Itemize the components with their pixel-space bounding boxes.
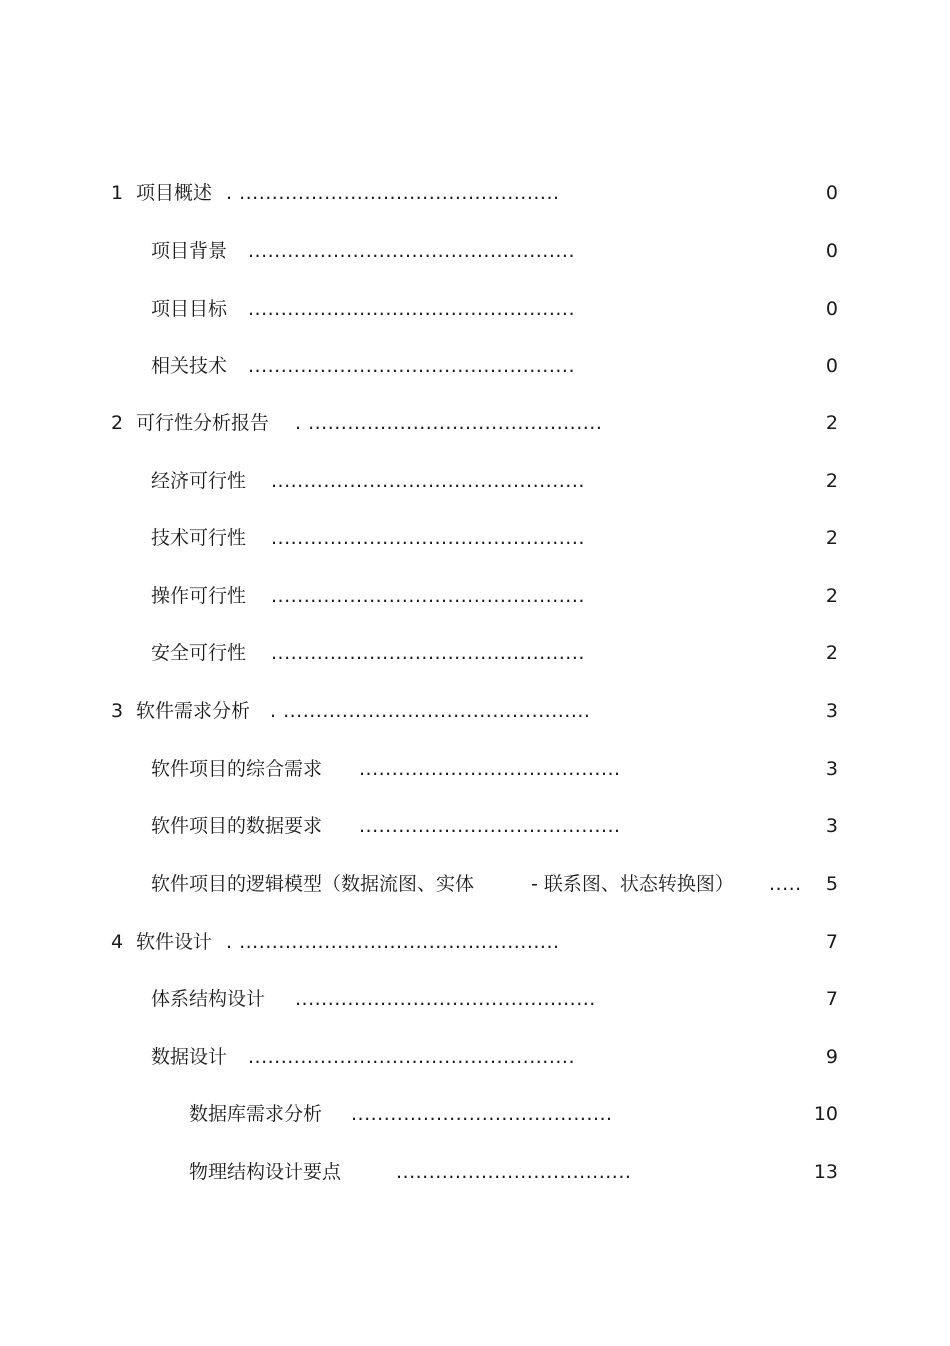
toc-leader-dots: . ................................................. bbox=[226, 182, 560, 204]
toc-entry-title: 相关技术 bbox=[151, 355, 228, 377]
toc-leader-dots: .................................................. bbox=[248, 240, 575, 262]
toc-entry-title: 软件项目的逻辑模型（数据流图、实体 bbox=[151, 873, 475, 895]
toc-leader-dots: .................................................. bbox=[248, 298, 575, 320]
toc-leader-dots: .................................................. bbox=[248, 355, 575, 377]
toc-entry-title: 物理结构设计要点 bbox=[189, 1161, 342, 1183]
toc-leader-dots: ................................................ bbox=[271, 585, 585, 607]
toc-entry-title: 软件项目的数据要求 bbox=[151, 815, 323, 837]
toc-leader-dots: ........................................ bbox=[359, 758, 621, 780]
toc-entry[interactable] bbox=[0, 581, 950, 611]
toc-entry-title: 经济可行性 bbox=[151, 470, 247, 492]
toc-entry-title: 体系结构设计 bbox=[151, 988, 266, 1010]
toc-page-number: 2 bbox=[825, 412, 838, 434]
toc-page-number: 3 bbox=[825, 700, 838, 722]
toc-chapter-number: 3 bbox=[111, 700, 124, 722]
toc-leader-dots: ........................................ bbox=[359, 815, 621, 837]
toc-entry[interactable] bbox=[0, 927, 950, 957]
toc-entry[interactable] bbox=[0, 408, 950, 438]
toc-leader-dots: ................................................ bbox=[271, 642, 585, 664]
toc-entry[interactable] bbox=[0, 696, 950, 726]
toc-entry-title: 项目概述 bbox=[136, 182, 213, 204]
toc-page-number: 0 bbox=[825, 182, 838, 204]
toc-entry[interactable] bbox=[0, 1099, 950, 1129]
toc-entry[interactable] bbox=[0, 523, 950, 553]
toc-entry[interactable] bbox=[0, 869, 950, 899]
toc-page-number: 10 bbox=[813, 1103, 838, 1125]
toc-entry-title: 软件需求分析 bbox=[136, 700, 251, 722]
toc-entry-title: 技术可行性 bbox=[151, 527, 247, 549]
toc-page-number: 2 bbox=[825, 642, 838, 664]
toc-entry[interactable] bbox=[0, 466, 950, 496]
toc-entry-title: 可行性分析报告 bbox=[136, 412, 270, 434]
toc-entry-title: 数据设计 bbox=[151, 1046, 228, 1068]
toc-entry[interactable] bbox=[0, 811, 950, 841]
toc-leader-dots: ..... bbox=[769, 873, 802, 895]
toc-leader-dots: .................................... bbox=[396, 1161, 632, 1183]
toc-page-number: 0 bbox=[825, 355, 838, 377]
toc-page-number: 2 bbox=[825, 470, 838, 492]
toc-chapter-number: 2 bbox=[111, 412, 124, 434]
toc-page-number: 7 bbox=[825, 931, 838, 953]
toc-leader-dots: . ................................................. bbox=[226, 931, 560, 953]
toc-leader-dots: ................................................ bbox=[271, 527, 585, 549]
toc-entry[interactable] bbox=[0, 638, 950, 668]
toc-leader-dots: ................................................ bbox=[271, 470, 585, 492]
toc-entry[interactable] bbox=[0, 351, 950, 381]
toc-entry-title: 软件设计 bbox=[136, 931, 213, 953]
toc-entry[interactable] bbox=[0, 178, 950, 208]
toc-page-number: 0 bbox=[825, 298, 838, 320]
toc-entry-title: 项目背景 bbox=[151, 240, 228, 262]
toc-entry[interactable] bbox=[0, 294, 950, 324]
toc-chapter-number: 4 bbox=[111, 931, 124, 953]
toc-page-number: 0 bbox=[825, 240, 838, 262]
toc-page-number: 9 bbox=[825, 1046, 838, 1068]
toc-entry-title: 项目目标 bbox=[151, 298, 228, 320]
toc-entry-title-continuation: - 联系图、状态转换图） bbox=[531, 873, 734, 895]
toc-leader-dots: . ............................................. bbox=[295, 412, 603, 434]
toc-entry[interactable] bbox=[0, 754, 950, 784]
toc-entry-title: 软件项目的综合需求 bbox=[151, 758, 323, 780]
toc-leader-dots: .................................................. bbox=[248, 1046, 575, 1068]
toc-page-number: 3 bbox=[825, 758, 838, 780]
toc-entry[interactable] bbox=[0, 236, 950, 266]
toc-page-number: 2 bbox=[825, 527, 838, 549]
toc-entry-title: 安全可行性 bbox=[151, 642, 247, 664]
toc-entry[interactable] bbox=[0, 1157, 950, 1187]
toc-leader-dots: ........................................ bbox=[351, 1103, 613, 1125]
toc-page-number: 5 bbox=[825, 873, 838, 895]
toc-page-number: 7 bbox=[825, 988, 838, 1010]
toc-chapter-number: 1 bbox=[111, 182, 124, 204]
toc-entry-title: 数据库需求分析 bbox=[189, 1103, 323, 1125]
toc-leader-dots: .............................................. bbox=[295, 988, 596, 1010]
toc-entry-title: 操作可行性 bbox=[151, 585, 247, 607]
toc-page-number: 13 bbox=[813, 1161, 838, 1183]
toc-entry[interactable] bbox=[0, 984, 950, 1014]
toc-page-number: 2 bbox=[825, 585, 838, 607]
toc-page-number: 3 bbox=[825, 815, 838, 837]
toc-entry[interactable] bbox=[0, 1042, 950, 1072]
toc-leader-dots: . ............................................... bbox=[270, 700, 591, 722]
